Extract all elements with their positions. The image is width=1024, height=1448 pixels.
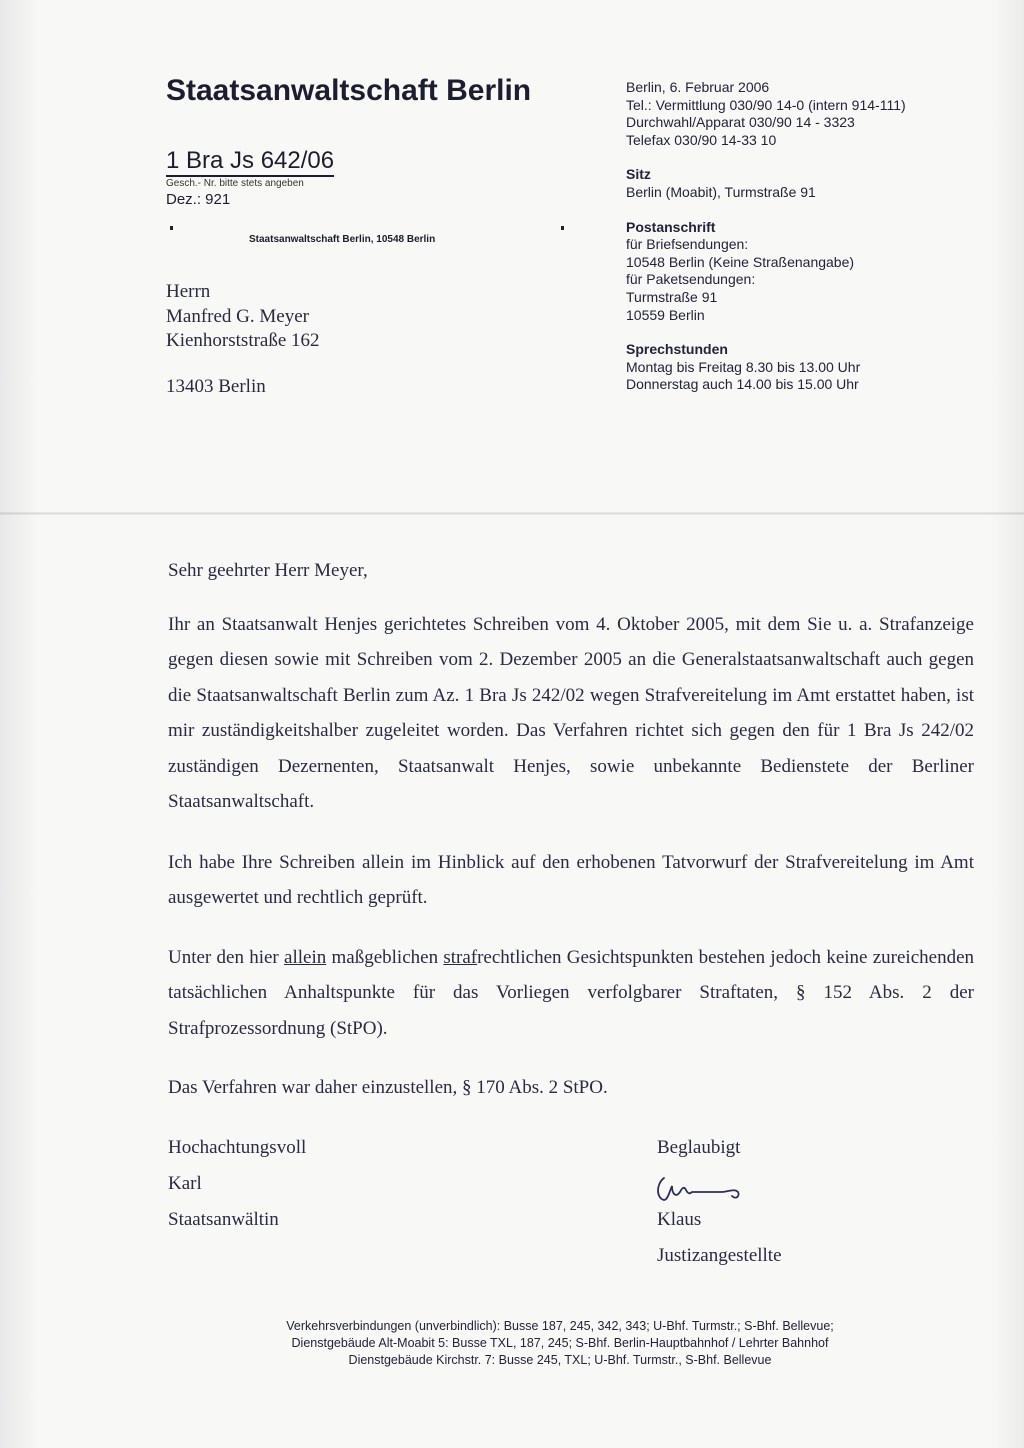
paragraph-1: Ihr an Staatsanwalt Henjes gerichtetes Schreiben vom 4. Oktober 2005, mit dem Sie u. a. Strafanzeige gegen diesen sowie mit Schreiben vom 2. Dezember 2005 an die Generalstaatsanwaltschaft auch gegen die Staatsanwaltschaft Berlin zum Az. 1 Bra Js 242/02 wegen Strafvereitelung im Amt erstattet haben, ist mir zuständigkeitshalber zugeleitet worden. Das Verfahren richtet sich gegen den für 1 Bra Js 242/02 zuständigen Dezernenten, Staatsanwalt Henjes, sowie unbekannte Bedienstete der Berliner Staatsanwaltschaft. (168, 614, 974, 813)
letter-date: Berlin, 6. Februar 2006 (626, 79, 770, 95)
recipient-street: Kienhorststraße 162 (166, 330, 320, 351)
certification-title: Justizangestellte (657, 1245, 782, 1266)
file-number-note: Gesch.- Nr. bitte stets angeben (166, 178, 304, 189)
paper-fold (0, 512, 1024, 515)
parcels-label: für Paketsendungen: (626, 271, 756, 288)
postal-heading: Postanschrift (626, 218, 716, 235)
seat-heading: Sitz (626, 166, 651, 183)
seat: Berlin (Moabit), Turmstraße 91 (626, 183, 816, 200)
department: Dez.: 921 (166, 191, 231, 208)
letters-address: 10548 Berlin (Keine Straßenangabe) (626, 253, 855, 270)
recipient-city: 13403 Berlin (166, 376, 266, 397)
footer-line-3: Dienstgebäude Kirchstr. 7: Busse 245, TXL; U-Bhf. Turmstr., S-Bhf. Bellevue (348, 1353, 772, 1367)
paragraph-2: Ich habe Ihre Schreiben allein im Hinblick auf den erhobenen Tatvorwurf der Strafvereitelung im Amt ausgewertet und rechtlich geprüft. (168, 852, 974, 909)
recipient-salutation-line: Herrn (166, 281, 211, 302)
recipient-name: Manfred G. Meyer (166, 305, 309, 327)
letter-salutation: Sehr geehrter Herr Meyer, (168, 560, 368, 581)
parcels-street: Turmstraße 91 (626, 288, 718, 305)
hours-weekdays: Montag bis Freitag 8.30 bis 13.00 Uhr (626, 358, 861, 375)
fold-mark-right (561, 226, 564, 230)
closing-name: Karl (168, 1173, 202, 1194)
organization-title: Staatsanwaltschaft Berlin (166, 74, 532, 107)
closing-block (168, 1130, 306, 1238)
certification-name: Klaus (657, 1209, 702, 1230)
footer-line-1: Verkehrsverbindungen (unverbindlich): Busse 187, 245, 342, 343; U-Bhf. Turmstr.; S-Bhf. Bellevue; (286, 1319, 834, 1333)
paragraph-3-mid: maßgeblichen (326, 947, 444, 968)
handwritten-signature (652, 1170, 752, 1206)
sender-return-address: Staatsanwaltschaft Berlin, 10548 Berlin (249, 234, 436, 245)
fold-mark-left (170, 226, 173, 230)
paragraph-3-underlined-2: straf (443, 947, 478, 968)
paragraph-3 (168, 940, 974, 1046)
closing-greeting: Hochachtungsvoll (168, 1137, 307, 1158)
paragraph-3-start: Unter den hier (168, 947, 285, 968)
hours-thursday: Donnerstag auch 14.00 bis 15.00 Uhr (626, 376, 859, 393)
recipient-address (166, 280, 320, 354)
footer-transport-info (170, 1318, 950, 1369)
footer-line-2: Dienstgebäude Alt-Moabit 5: Busse TXL, 187, 245; S-Bhf. Berlin-Hauptbahnhof / Lehrter Bahnhof (291, 1336, 829, 1350)
closing-title: Staatsanwältin (168, 1209, 279, 1230)
fax: Telefax 030/90 14-33 10 (626, 131, 777, 148)
certification-label: Beglaubigt (657, 1137, 741, 1158)
paragraph-4: Das Verfahren war daher einzustellen, § 170 Abs. 2 StPO. (168, 1077, 608, 1098)
phone: Tel.: Vermittlung 030/90 14-0 (intern 914-111) (626, 96, 906, 113)
paragraph-3-underlined-1: allein (284, 947, 327, 968)
direct-dial: Durchwahl/Apparat 030/90 14 - 3323 (626, 114, 855, 131)
hours-heading: Sprechstunden (626, 341, 728, 358)
paragraph-3-end: rechtlichen Gesichtspunkten bestehen jedoch keine zureichenden tatsächlichen Anhaltspunkte für das Vorliegen verfolgbarer Straftaten, § 152 Abs. 2 der Strafprozessordnung (StPO). (168, 947, 975, 1039)
file-number: 1 Bra Js 642/06 (166, 148, 334, 177)
letters-label: für Briefsendungen: (626, 236, 749, 253)
parcels-city: 10559 Berlin (626, 306, 705, 323)
info-block (626, 79, 966, 394)
